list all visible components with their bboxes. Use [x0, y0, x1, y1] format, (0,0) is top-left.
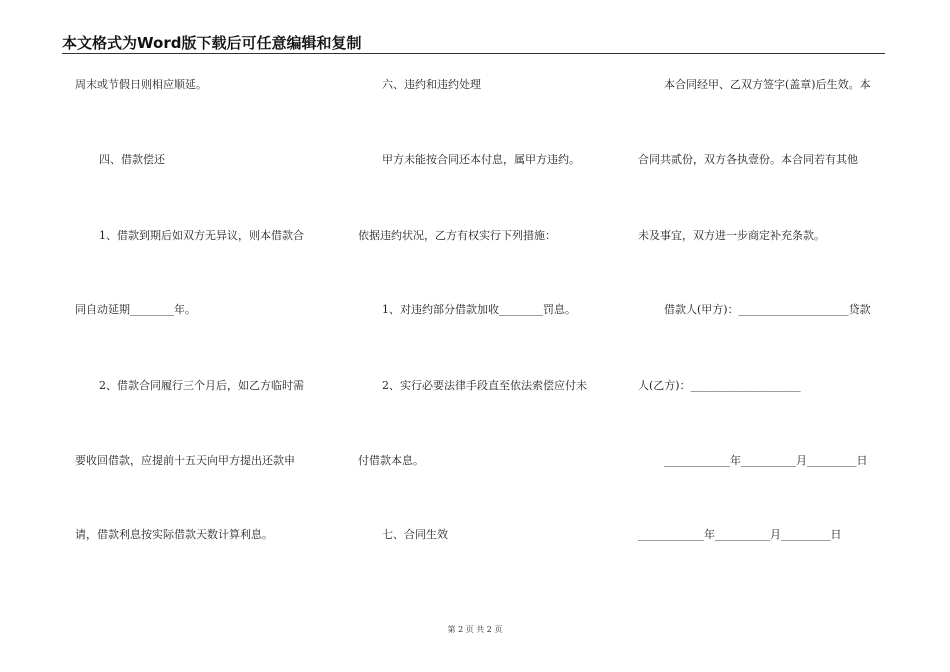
text-line: 2、借款合同履行三个月后，如乙方临时需	[99, 379, 304, 392]
section-heading-breach: 六、违约和违约处理	[382, 78, 481, 91]
text-line: 依据违约状况，乙方有权实行下列措施：	[358, 229, 556, 242]
text-line: 1、对违约部分借款加收________罚息。	[382, 303, 576, 316]
text-line: 1、借款到期后如双方无异议，则本借款合	[99, 229, 304, 242]
text-line: 同自动延期________年。	[75, 303, 196, 316]
text-line: 未及事宜，双方进一步商定补充条款。	[638, 229, 825, 242]
date-line: ____________年__________月_________日	[664, 454, 868, 467]
section-heading-repayment: 四、借款偿还	[99, 153, 165, 166]
header-title: 本文格式为Word版下载后可任意编辑和复制	[62, 34, 362, 52]
column-middle	[358, 0, 620, 672]
text-line: 2、实行必要法律手段直至依法索偿应付未	[382, 379, 587, 392]
signature-line-borrower: 人(乙方)：____________________	[638, 379, 801, 392]
column-right	[638, 0, 888, 672]
text-line: 甲方未能按合同还本付息，属甲方违约。	[382, 153, 580, 166]
page-number: 第 2 页 共 2 页	[447, 625, 503, 634]
text-line: 本合同经甲、乙双方签字(盖章)后生效。本	[664, 78, 871, 91]
column-left	[75, 0, 330, 672]
text-line: 请，借款利息按实际借款天数计算利息。	[75, 528, 273, 541]
text-line: 合同共贰份，双方各执壹份。本合同若有其他	[638, 153, 858, 166]
text-line: 付借款本息。	[358, 454, 424, 467]
section-heading-effect: 七、合同生效	[382, 528, 448, 541]
text-line: 要收回借款，应提前十五天向甲方提出还款申	[75, 454, 295, 467]
date-line: ____________年__________月_________日	[638, 528, 842, 541]
text-line: 周末或节假日则相应顺延。	[75, 78, 207, 91]
signature-line-lender: 借款人(甲方)：____________________贷款	[664, 303, 871, 316]
